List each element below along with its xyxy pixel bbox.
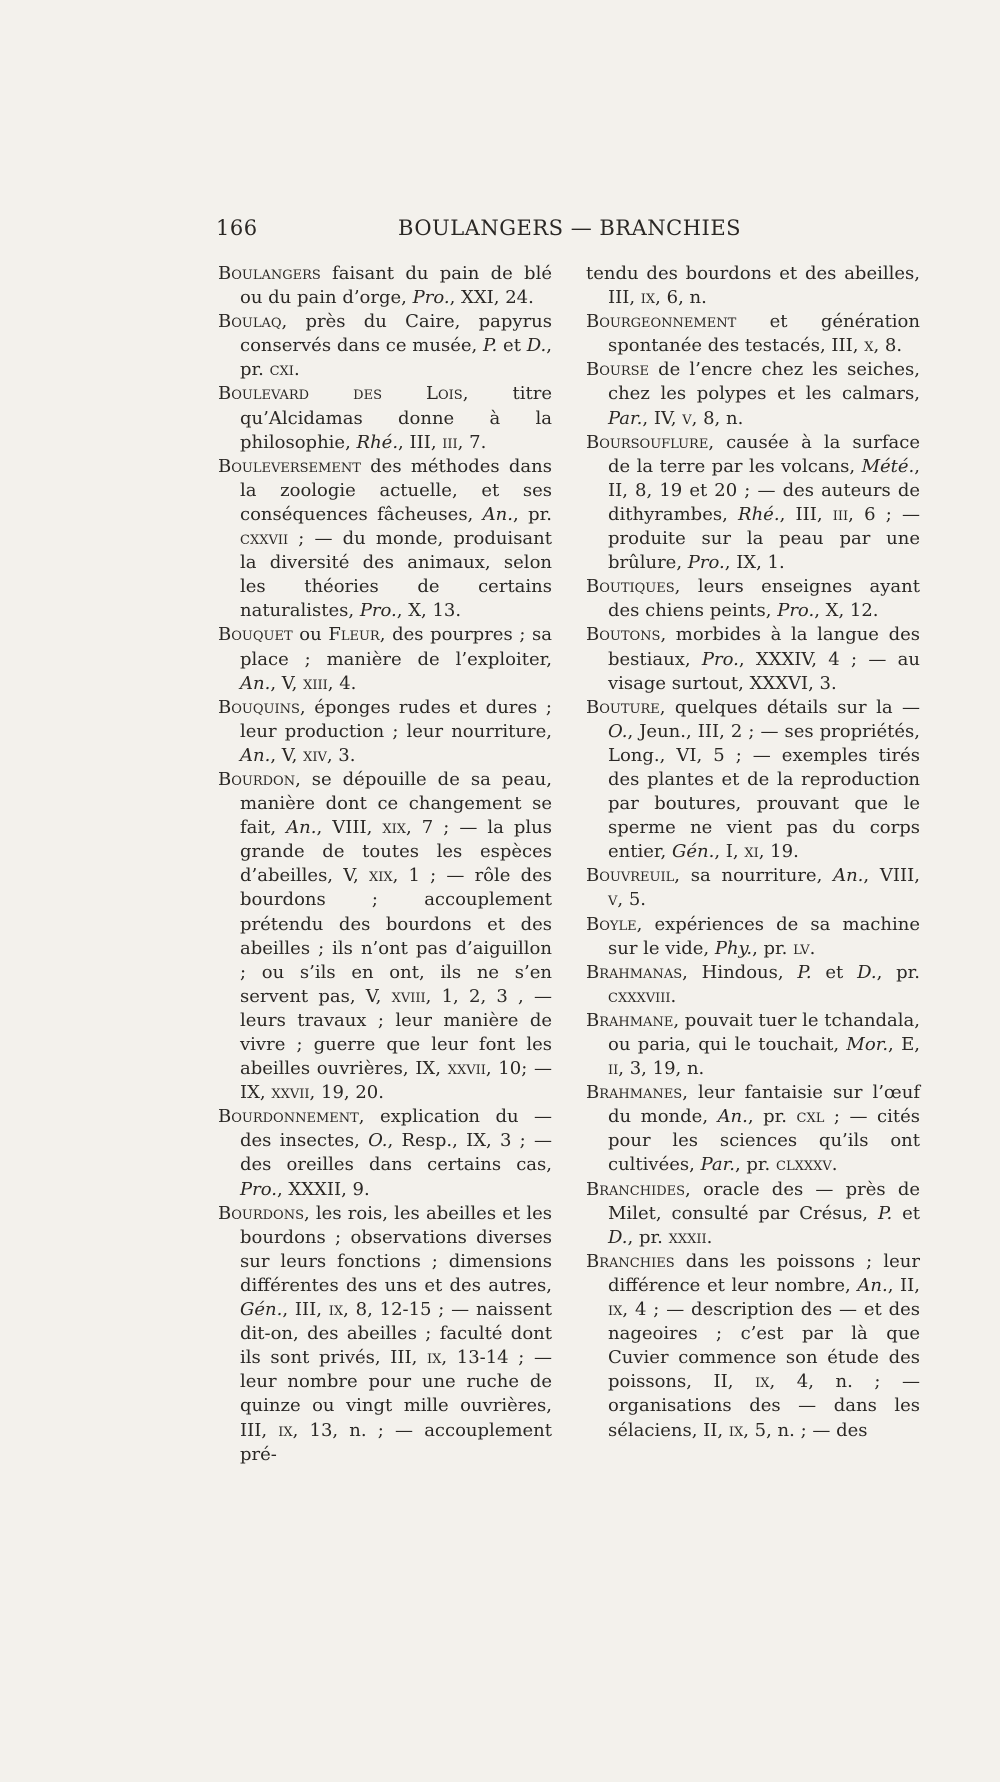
entry-text: , 3.: [326, 744, 356, 766]
entry-text: , 4, n. ; — organisations des — dans les sélaciens, II,: [608, 1371, 920, 1441]
entry-text: , éponges rudes et dures ; leur production ; leur nourriture,: [240, 696, 552, 742]
entry-text: , Hindous,: [682, 961, 798, 983]
left-column: [218, 262, 552, 1467]
work-abbreviation: Rhé.: [356, 431, 399, 453]
work-abbreviation: An.: [286, 817, 317, 839]
small-caps-numeral: xi: [744, 841, 759, 863]
small-caps-numeral: lv: [793, 937, 810, 959]
index-entry: [586, 358, 920, 430]
entry-headword: Bouquet: [218, 624, 293, 646]
entry-text: , I,: [714, 841, 745, 863]
entry-text: , 5, n. ; — des: [743, 1419, 868, 1441]
entry-headword: Bouleversement: [218, 455, 361, 477]
index-entry: [218, 455, 552, 624]
entry-headword: Bouvreuil: [586, 865, 675, 887]
entry-headword: Bourse: [586, 359, 650, 381]
work-abbreviation: Rhé.: [738, 503, 780, 525]
entry-text: dans les poissons ; leur différence et leur nombre,: [608, 1250, 920, 1296]
entry-headword: Boulevard des Lois: [218, 383, 463, 405]
entry-text: , Jeun., III, 2 ; — ses propriétés, Long., VI, 5 ; — exemples tirés des plantes et de la reproduction par boutures, prouvant que le sperme ne vient pas du corps entier,: [608, 720, 920, 863]
entry-text: , quelques détails sur la —: [659, 696, 920, 718]
entry-text: .: [831, 1154, 838, 1176]
index-entry: [218, 1202, 552, 1467]
small-caps-numeral: ix: [728, 1419, 744, 1441]
entry-headword: Boursouflure: [586, 431, 709, 453]
small-caps-numeral: ii: [608, 1058, 619, 1080]
entry-text: ; — cités pour les sciences qu’ils ont cultivées,: [608, 1106, 920, 1176]
index-entry: [586, 575, 920, 623]
entry-headword: Boyle: [586, 913, 637, 935]
right-column: [586, 262, 920, 1443]
entry-text: , III,: [398, 431, 443, 453]
index-entry: [586, 1178, 920, 1250]
work-abbreviation: An.: [857, 1274, 888, 1296]
entry-text: faisant du pain de blé ou du pain d’orge,: [240, 263, 552, 309]
entry-text: , III,: [282, 1299, 329, 1321]
work-abbreviation: Phy.: [714, 937, 753, 959]
index-entry: [586, 262, 920, 310]
entry-text: , explication du — des insectes,: [240, 1106, 552, 1152]
small-caps-numeral: xxvii: [271, 1082, 310, 1104]
work-abbreviation: Pro.: [701, 648, 739, 670]
entry-text: , 8, 12-15 ; — naissent dit-on, des abeilles ; faculté dont ils sont privés, III,: [240, 1299, 552, 1369]
small-caps-numeral: ix: [278, 1419, 293, 1441]
small-caps-numeral: iii: [442, 431, 458, 453]
small-caps-numeral: xxxii: [668, 1226, 707, 1248]
entry-headword: Brahmane: [586, 1009, 674, 1031]
work-abbreviation: Pro.: [412, 287, 450, 309]
work-abbreviation: D.: [857, 961, 877, 983]
work-abbreviation: An.: [240, 744, 271, 766]
small-caps-numeral: ix: [608, 1299, 623, 1321]
entry-text: tendu des bourdons et des abeilles, III,: [586, 263, 920, 309]
entry-headword: Boulangers: [218, 263, 321, 284]
page-number: 166: [216, 216, 258, 240]
entry-text: de l’encre chez les seiches, chez les polypes et les calmars,: [608, 359, 920, 405]
work-abbreviation: Pro.: [777, 600, 815, 622]
entry-text: , 8, n.: [691, 407, 744, 429]
small-caps-numeral: cxi: [269, 359, 294, 381]
entry-text: , pouvait tuer le tchandala, ou paria, qui le touchait,: [608, 1009, 920, 1055]
entry-headword: Branchies: [586, 1250, 675, 1272]
entry-text: ; — du monde, produisant la diversité des animaux, selon les théories de certains naturalistes,: [240, 528, 552, 622]
small-caps-numeral: xiv: [303, 744, 327, 766]
index-entry: [586, 913, 920, 961]
index-entry: [218, 768, 552, 1105]
work-abbreviation: Par.: [608, 407, 643, 429]
entry-text: , pr.: [627, 1226, 669, 1248]
small-caps-numeral: v: [682, 407, 692, 429]
entry-text: , pr.: [752, 937, 794, 959]
work-abbreviation: Pro.: [359, 600, 397, 622]
small-caps-numeral: cxl: [796, 1106, 825, 1128]
work-abbreviation: Mété.: [861, 455, 915, 477]
entry-text: , 1 ; — rôle des bourdons ; accouplement prétendu des bourdons et des abeilles ; ils n’ont pas d’aiguillon ; ou s’ils en ont, ils ne s’en servent pas, V,: [240, 865, 552, 1007]
entry-headword: Bourdon: [218, 768, 296, 790]
index-entry: [586, 1009, 920, 1081]
entry-headword: Boulaq: [218, 311, 282, 333]
index-entry: [218, 623, 552, 695]
entry-text: , expériences de sa machine sur le vide,: [608, 913, 920, 959]
entry-text: , oracle des — près de Milet, consulté par Crésus,: [608, 1178, 920, 1224]
entry-text: , III,: [779, 503, 833, 525]
entry-text: , morbides à la langue des bestiaux,: [608, 624, 920, 670]
work-abbreviation: Pro.: [687, 552, 725, 574]
entry-text: , XXXII, 9.: [276, 1178, 370, 1200]
small-caps-numeral: xviii: [391, 985, 426, 1007]
entry-text: , II,: [887, 1274, 920, 1296]
index-entry: [586, 864, 920, 912]
entry-text: , V,: [270, 672, 304, 694]
entry-text: , causée à la surface de la terre par les volcans,: [608, 431, 920, 477]
entry-text: , Resp., IX, 3 ; — des oreilles dans certains cas,: [240, 1130, 552, 1176]
entry-text: et génération spontanée des testacés, III,: [608, 311, 920, 357]
entry-text: , 6 ; — produite sur la peau par une brûlure,: [608, 503, 921, 574]
entry-text: , E,: [888, 1034, 920, 1055]
running-head: BOULANGERS — BRANCHIES: [398, 216, 742, 240]
entry-text: , VIII,: [863, 865, 920, 887]
entry-headword: Branchides: [586, 1178, 686, 1200]
entry-text: des méthodes dans la zoologie actuelle, et ses conséquences fâcheuses,: [240, 455, 552, 525]
work-abbreviation: Gén.: [671, 841, 715, 863]
entry-text: .: [809, 937, 816, 959]
small-caps-numeral: ix: [426, 1347, 442, 1369]
index-entry: [218, 262, 552, 310]
entry-headword: Bourgeonnement: [586, 311, 737, 333]
small-caps-numeral: ix: [640, 287, 656, 309]
entry-text: , XXXIV, 4 ; — au visage surtout, XXXVI, 3.: [608, 648, 920, 694]
entry-text: , 7 ; — la plus grande de toutes les espèces d’abeilles, V,: [240, 817, 553, 887]
work-abbreviation: P.: [797, 961, 812, 983]
work-abbreviation: Gén.: [240, 1299, 283, 1321]
index-entry: [586, 961, 920, 1009]
index-entry: [586, 431, 920, 576]
entry-headword: Boutons: [586, 624, 661, 646]
entry-text: .: [706, 1226, 713, 1248]
entry-text: , V,: [270, 744, 304, 766]
entry-text: , XXI, 24.: [449, 287, 534, 309]
entry-headword: Boutiques: [586, 576, 675, 598]
entry-text: , pr.: [734, 1154, 777, 1176]
entry-text: , 19.: [758, 841, 799, 863]
entry-text: .: [293, 359, 300, 381]
small-caps-numeral: ix: [755, 1371, 770, 1393]
entry-text: , VIII,: [316, 817, 383, 839]
entry-text: , les rois, les abeilles et les bourdons ; observations diverses sur leurs fonctions ; dimensions différentes des uns et des autres,: [240, 1202, 552, 1296]
entry-text: , pr.: [513, 503, 552, 525]
entry-text: et: [811, 961, 858, 983]
entry-text: , 10; — IX,: [240, 1058, 552, 1104]
index-entry: [586, 696, 920, 865]
entry-text: , leur fantaisie sur l’œuf du monde,: [608, 1082, 920, 1128]
work-abbreviation: An.: [482, 503, 513, 525]
entry-text: , X, 12.: [814, 600, 879, 622]
entry-headword: Fleur: [328, 624, 380, 646]
entry-text: et: [892, 1202, 920, 1224]
entry-text: , près du Caire, papyrus conservés dans ce musée,: [240, 311, 552, 357]
entry-text: ou: [292, 624, 329, 646]
entry-text: et: [497, 335, 527, 357]
entry-text: , 1, 2, 3 , — leurs travaux ; leur manière de vivre ; guerre que leur font les abeilles ouvrières, IX,: [240, 985, 552, 1080]
entry-text: , 19, 20.: [309, 1082, 384, 1104]
entry-text: , 7.: [457, 431, 487, 453]
entry-text: , pr.: [876, 961, 920, 983]
entry-headword: Bourdonnement: [218, 1106, 359, 1128]
index-entry: [586, 1081, 920, 1177]
entry-text: , IV,: [642, 407, 683, 429]
entry-text: , des pourpres ; sa place ; manière de l’exploiter,: [240, 624, 552, 670]
index-entry: [218, 382, 552, 454]
entry-text: , 13-14 ; — leur nombre pour une ruche de quinze ou vingt mille ouvrières, III,: [240, 1347, 553, 1441]
entry-text: , 13, n. ; — accouplement pré-: [240, 1419, 553, 1465]
entry-text: , IX, 1.: [724, 552, 785, 574]
entry-text: , 4 ; — description des — et des nageoires ; c’est par là que Cuvier commence son étude des poissons, II,: [608, 1299, 920, 1393]
small-caps-numeral: v: [608, 889, 618, 911]
entry-text: , sa nourriture,: [674, 865, 834, 887]
entry-headword: Bourdons: [218, 1202, 304, 1224]
entry-text: , 6, n.: [655, 287, 707, 309]
entry-text: , 4.: [327, 672, 357, 694]
entry-text: , pr.: [240, 335, 552, 381]
small-caps-numeral: xix: [368, 865, 393, 887]
work-abbreviation: P.: [877, 1202, 893, 1224]
entry-text: , 5.: [617, 889, 647, 911]
entry-text: , leurs enseignes ayant des chiens peints,: [608, 576, 920, 622]
small-caps-numeral: x: [864, 335, 874, 357]
small-caps-numeral: iii: [832, 503, 849, 525]
entry-headword: Brahmanes: [586, 1082, 683, 1104]
small-caps-numeral: ix: [328, 1299, 344, 1321]
entry-headword: Bouquins: [218, 696, 300, 718]
index-entry: [586, 1250, 920, 1443]
small-caps-numeral: cxxxviii: [608, 985, 671, 1007]
index-entry: [586, 623, 920, 695]
work-abbreviation: D.: [608, 1226, 628, 1248]
work-abbreviation: Mor.: [846, 1034, 889, 1055]
entry-text: , X, 13.: [396, 600, 462, 622]
entry-text: , titre qu’Alcidamas donne à la philosophie,: [240, 383, 552, 453]
index-entry: [218, 696, 552, 768]
entry-text: , pr.: [747, 1106, 797, 1128]
work-abbreviation: An.: [833, 865, 864, 887]
small-caps-numeral: xxvii: [447, 1058, 486, 1080]
work-abbreviation: An.: [240, 672, 271, 694]
small-caps-numeral: xix: [382, 817, 406, 839]
entry-text: .: [670, 985, 677, 1007]
index-entry: [218, 310, 552, 382]
index-entry: [218, 1105, 552, 1201]
entry-text: , 8.: [873, 335, 903, 357]
work-abbreviation: D.: [526, 335, 547, 357]
small-caps-numeral: clxxxv: [776, 1154, 832, 1176]
index-entry: [586, 310, 920, 358]
work-abbreviation: Par.: [700, 1154, 735, 1176]
small-caps-numeral: xiii: [303, 672, 328, 694]
entry-text: , se dépouille de sa peau, manière dont ce changement se fait,: [240, 768, 552, 839]
entry-text: , 3, 19, n.: [618, 1058, 705, 1080]
small-caps-numeral: cxxvii: [240, 528, 289, 550]
work-abbreviation: O.: [368, 1130, 388, 1152]
work-abbreviation: P.: [483, 335, 498, 357]
entry-text: , II, 8, 19 et 20 ; — des auteurs de dithyrambes,: [608, 455, 920, 525]
entry-headword: Brahmanas: [586, 961, 683, 983]
work-abbreviation: An.: [717, 1106, 748, 1128]
work-abbreviation: O.: [608, 720, 628, 742]
work-abbreviation: Pro.: [240, 1178, 277, 1200]
entry-headword: Bouture: [586, 696, 660, 718]
